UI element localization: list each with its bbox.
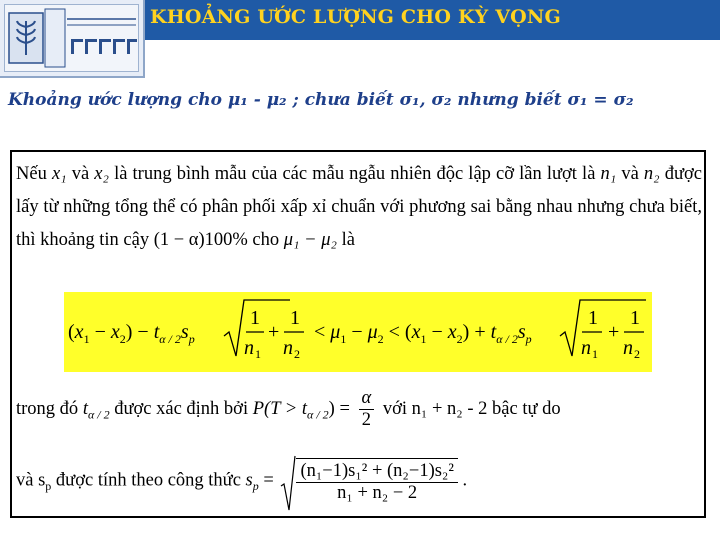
sp-numerator: (n₁−1)s₁² + (n₂−1)s₂² bbox=[296, 461, 457, 483]
text-segment: được xác định bởi bbox=[109, 398, 253, 419]
content-panel bbox=[10, 150, 706, 518]
n1-symbol: n₁ bbox=[600, 164, 617, 184]
fraction-denominator: 2 bbox=[361, 410, 372, 430]
text-segment: với n₁ + n₂ - 2 bậc tự do bbox=[378, 398, 561, 419]
sp-symbol: s bbox=[245, 470, 253, 491]
t-subscript: α / 2 bbox=[307, 407, 329, 422]
logo bbox=[0, 0, 145, 78]
svg-text:n: n bbox=[244, 337, 254, 359]
svg-text:1: 1 bbox=[630, 307, 640, 329]
svg-text:1: 1 bbox=[588, 307, 598, 329]
svg-text:2: 2 bbox=[634, 347, 640, 361]
page-title: KHOẢNG ƯỚC LƯỢNG CHO KỲ VỌNG bbox=[150, 6, 561, 28]
svg-text:n: n bbox=[623, 337, 633, 359]
svg-text:1: 1 bbox=[592, 347, 598, 361]
text-segment: được lấy từ những tổng thể có phân phối xấp xỉ chuẩn với phương sai bằng nhau nhưng chưa biết, thì khoảng tin cậy (1 − α)100% cho bbox=[16, 164, 702, 250]
logo-graphic bbox=[5, 5, 138, 71]
sp-subscript: p bbox=[252, 478, 259, 493]
confidence-interval-formula bbox=[64, 292, 652, 372]
svg-text:1: 1 bbox=[290, 307, 300, 329]
svg-text:n: n bbox=[581, 337, 591, 359]
sp-denominator: n₁ + n₂ − 2 bbox=[337, 483, 418, 503]
svg-text:< μ1 − μ2 < (x1 − x2) + tα / 2: < $\mu_1 - \mu_2 < (x_1 - x_2) + t_{\alpha / 2}s_p$ bbox=[314, 321, 532, 346]
text-segment: và bbox=[66, 164, 95, 184]
mu-difference: μ₁ − μ₂ bbox=[283, 230, 337, 250]
text-segment: và bbox=[616, 164, 644, 184]
sp-formula bbox=[280, 458, 457, 504]
x2-symbol: x₂ bbox=[94, 164, 109, 184]
alpha-over-two-fraction bbox=[359, 388, 375, 431]
sp-fraction bbox=[296, 458, 457, 504]
text-segment: trong đó bbox=[16, 398, 83, 419]
t-definition-line bbox=[16, 388, 561, 431]
text-segment: là trung bình mẫu của các mẫu ngẫu nhiên độc lập cỡ lần lượt là bbox=[108, 164, 601, 184]
svg-text:n: n bbox=[283, 337, 293, 359]
logo-frame bbox=[4, 4, 139, 72]
sp-subscript: p bbox=[45, 478, 52, 493]
probability-expression: P(T > t bbox=[252, 398, 308, 419]
sqrt-sign bbox=[280, 454, 296, 514]
probability-close: ) = bbox=[328, 398, 350, 419]
svg-text:+: + bbox=[268, 321, 280, 343]
text-segment: được tính theo công thức bbox=[51, 470, 246, 491]
t-symbol: t bbox=[82, 398, 88, 419]
definition-paragraph bbox=[16, 158, 702, 257]
svg-text:1: 1 bbox=[250, 307, 260, 329]
sp-definition-line: và $s_p$ được tính theo công thức $s_p$ = $\frac{\text{(n₁−1)s₁² + (n₂−1)s₂²}}{\text{n₁ + n₂ − 2}}$ . bbox=[16, 458, 467, 504]
svg-text:2: 2 bbox=[294, 347, 300, 361]
n2-symbol: n₂ bbox=[643, 164, 660, 184]
x1-symbol: x₁ bbox=[51, 164, 67, 184]
svg-text:1: 1 bbox=[255, 347, 261, 361]
text-segment: là bbox=[336, 230, 355, 250]
fraction-numerator: α bbox=[359, 388, 375, 410]
text-segment: Nếu bbox=[16, 164, 52, 184]
t-subscript: α / 2 bbox=[87, 407, 110, 422]
svg-text:(x1 − x2) − tα / 2sp: $(x_1 - x_2) - t_{\alpha / 2}s_p$ bbox=[68, 321, 195, 346]
formula-graphic bbox=[64, 292, 652, 372]
svg-text:+: + bbox=[608, 321, 620, 343]
slide-subtitle: Khoảng ước lượng cho μ₁ - μ₂ ; chưa biết σ₁, σ₂ nhưng biết σ₁ = σ₂ bbox=[8, 90, 634, 110]
text-segment: và s bbox=[16, 470, 46, 491]
